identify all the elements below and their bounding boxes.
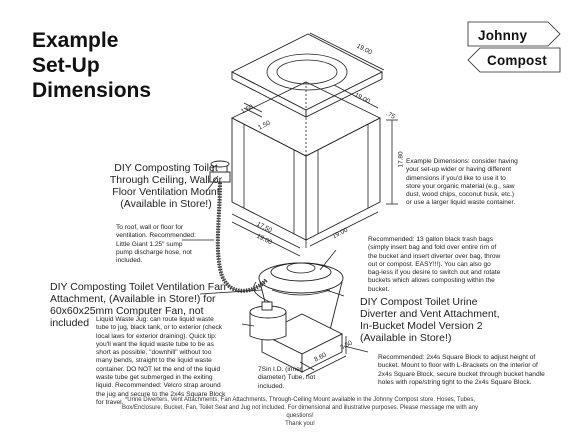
title-line-3: Dimensions	[32, 79, 152, 102]
callout-vent-mount-line-1: DIY Composting Toilet	[114, 162, 218, 174]
note-jug-line-2: tube to jug, black tank, or to exterior (check	[96, 324, 223, 332]
note-roof-line-2: ventilation. Recommended:	[116, 232, 196, 240]
note-jug-line-10: the jug and secure to the 2x4s Square Block	[96, 390, 226, 398]
note-jug-line-3: local laws for exterior draining). Quick tip:	[96, 332, 217, 340]
note-square-block	[378, 354, 566, 387]
note-trash-bags	[368, 236, 540, 294]
footer-note	[110, 396, 490, 428]
note-example-dimensions	[406, 158, 564, 208]
note-liquid-jug	[96, 316, 248, 407]
note-tube	[258, 366, 328, 391]
note-tube-line-3: included.	[258, 382, 285, 390]
footer-line-2: Box/Enclosure, Bucket, Fan, Toilet Seat and Jug not included. For dimensional and illustrative purposes. Please message me with any questions!	[121, 405, 479, 419]
title-line-2: Set-Up	[32, 54, 100, 77]
liquid-waste-jug	[250, 302, 286, 340]
callout-diverter-line-2: Diverter and Vent Attachment,	[360, 308, 500, 320]
note-bags-line-6: buckets which allows composting within the	[368, 277, 495, 285]
note-dim-line-1: Example Dimensions: consider having	[406, 158, 518, 165]
note-jug-line-8: waste tube get submerged in the exiting	[96, 374, 213, 382]
note-roof	[116, 224, 226, 265]
callout-vent-mount-line-2: Through Ceiling, Wall or	[109, 174, 223, 186]
callout-diverter	[360, 296, 530, 344]
note-roof-line-4: pump discharge hose, not	[116, 248, 192, 256]
note-bags-line-4: out or compost. EASY!!!). You can also go	[368, 260, 491, 268]
dim-top-depth: 19.00	[353, 91, 371, 106]
dim-side-depth: 19.00	[331, 226, 349, 241]
dim-top-width: 19.00	[355, 42, 373, 57]
note-roof-line-5: included.	[116, 257, 143, 265]
note-jug-line-6: many bends, straight to the liquid waste	[96, 357, 212, 365]
note-roof-line-3: Little Giant 1.25" sump	[116, 240, 183, 248]
note-bags-line-3: the bucket and insert diverter over bag, throw	[368, 252, 501, 260]
callout-fan-line-2: Attachment, (Available in Store!) for	[50, 293, 216, 305]
note-jug-line-11: for travel.	[96, 398, 124, 406]
callout-vent-mount	[86, 162, 246, 210]
callout-fan-line-4: included	[50, 317, 90, 329]
callout-diverter-line-4: (Available in Store!)	[360, 332, 452, 344]
logo-text-top: Johnny	[478, 28, 528, 43]
dim-front-width: 17.50	[255, 220, 273, 235]
note-block-line-4: holes with rope/string tight to the 2x4s Square Block.	[378, 378, 532, 386]
note-bags-line-1: Recommended: 13 gallon black trash bags	[368, 236, 493, 243]
dim-top-thickness: .75	[384, 110, 397, 121]
dim-block-width: 8.60	[313, 351, 328, 364]
note-tube-line-1: 7Sin I.D. (inner	[258, 366, 302, 373]
note-bags-line-5: bag-less if you desire to switch out and rotate	[368, 269, 501, 277]
callout-diverter-line-3: In-Bucket Model Version 2	[360, 320, 483, 332]
note-jug-line-9: liquid. Recommended: Velcro strap around	[96, 382, 221, 390]
logo-text-bottom: Compost	[487, 53, 547, 68]
note-jug-line-4: you'll want the liquid waste tube to be as	[96, 340, 214, 348]
dim-box-height: 17.80	[397, 151, 405, 168]
note-roof-line-1: To roof, wall or floor for	[116, 224, 184, 231]
footer-line-1: *Urine Diverters, Vent Attachments, Fan Attachments, Through-Ceiling Mount available in the Johnny Compost store. Hoses, Tubes,	[124, 397, 476, 403]
callout-fan-line-1: DIY Composting Toilet Ventilation Fan	[50, 281, 226, 293]
callout-diverter-line-1: DIY Compost Toilet Urine	[360, 296, 478, 308]
note-tube-line-2: diameter) Tube, not	[258, 374, 316, 382]
footer-line-3: Thank you!	[285, 421, 315, 427]
note-bags-line-2: (simply insert bag and fold over entire rim of	[368, 244, 497, 252]
note-jug-line-1: Liquid Waste Jug: can route liquid waste	[96, 316, 214, 323]
note-dim-line-3: dimensions if you'd like to use it to	[406, 174, 506, 182]
note-jug-line-7: container. DO NOT let the end of the liquid	[96, 365, 221, 373]
page-title	[32, 28, 202, 103]
note-jug-line-5: short as possible, "downhill" without too	[96, 349, 212, 357]
dim-front-width-outer: 19.00	[255, 232, 273, 247]
callout-vent-mount-line-4: (Available in Store!)	[120, 198, 212, 210]
callout-vent-mount-line-3: Floor Ventilation Mount	[112, 186, 220, 198]
note-dim-line-5: dust, wood chips, coconut husk, etc.)	[406, 191, 515, 199]
note-dim-line-6: or use a larger liquid waste container.	[406, 199, 516, 207]
dim-block-height: 3.50	[339, 339, 354, 352]
note-dim-line-2: your set-up wider or having different	[406, 166, 512, 174]
note-block-line-1: Recommended: 2x4s Square Block to adjust height of	[378, 354, 536, 361]
note-block-line-3: 2x4s Square Block, secure bucket through bucket handle	[378, 370, 545, 378]
callout-fan-line-3: 60x60x25mm Computer Fan, not	[50, 305, 204, 317]
dim-inset-b: 1.50	[257, 119, 272, 132]
title-line-1: Example	[32, 29, 119, 52]
enclosure-box	[232, 82, 380, 248]
dim-inset-a: 1.50	[240, 103, 255, 116]
note-block-line-2: bucket. Mount to floor with L-Brackets on the interior of	[378, 362, 538, 370]
note-dim-line-4: store your organic material (e.g., saw	[406, 182, 515, 190]
note-bags-line-7: bucket.	[368, 285, 390, 293]
